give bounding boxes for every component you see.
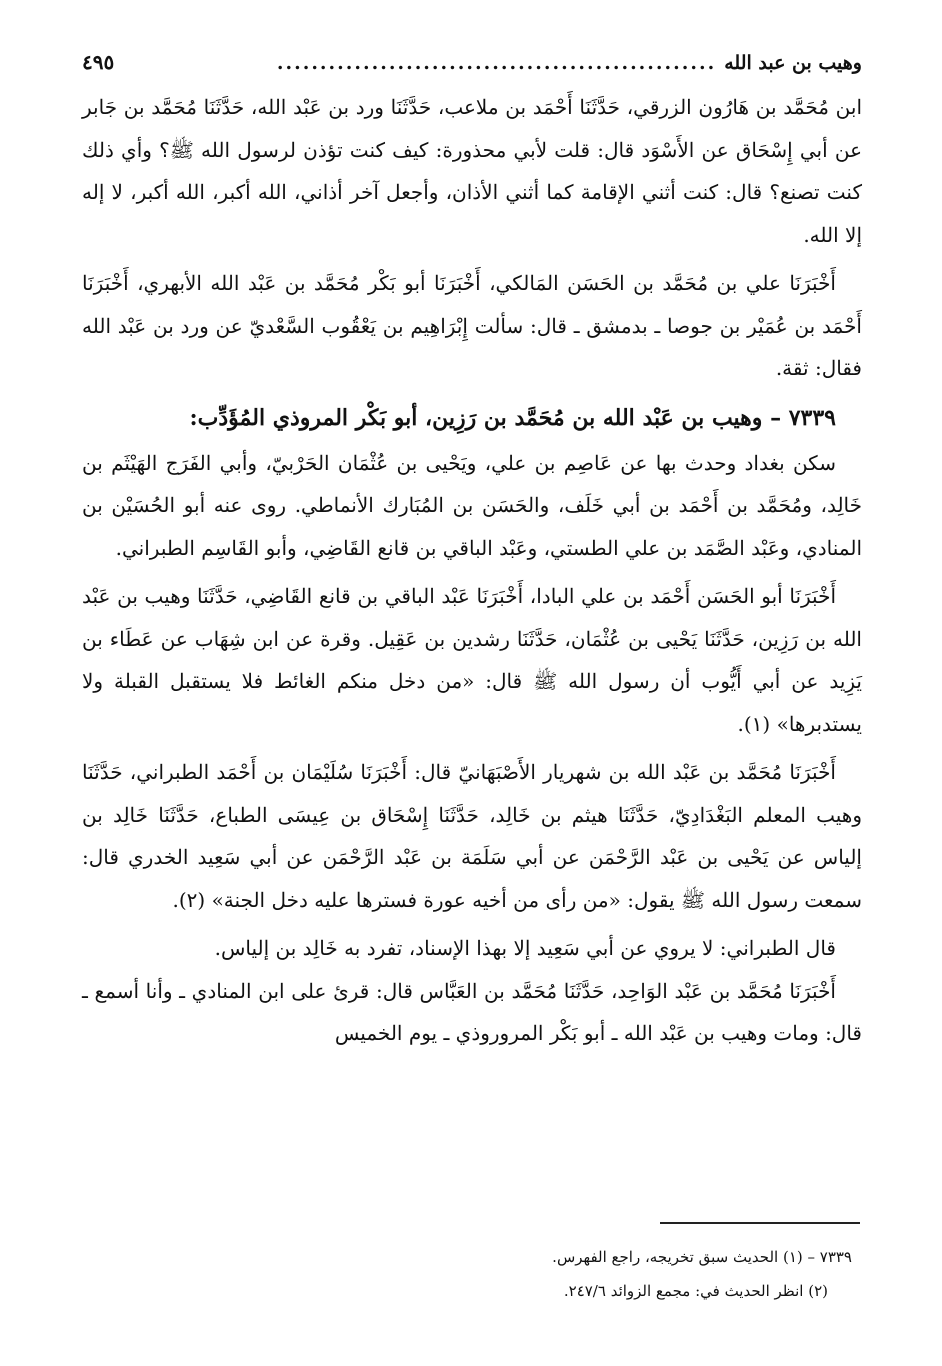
- book-page: [82, 38, 862, 1055]
- footnote-ref-1: (١).: [737, 711, 771, 736]
- paragraph-5-text: أَخْبَرَنَا مُحَمَّد بن عَبْد الله بن شهريار الأَصْبَهَانيّ قال: أَخْبَرَنَا سُلَيْمَان بن أَحْمَد الطبراني، حَدَّثَنَا وهيب المعلم البَغْدَادِيّ، حَدَّثَنَا هيثم بن خَالِد، حَدَّثَنَا إِسْحَاق بن عِيسَى الطباع، حَدَّثَنَا خَالِد بن إلياس عن يَحْيى بن عَبْد الرَّحْمَن عن أبي سَلَمَة بن عَبْد الرَّحْمَن عن أبي سَعِيد الخدري قال: سمعت رسول الله ﷺ يقول: «من رأى من أخيه عورة فسترها عليه دخل الجنة»: [82, 760, 862, 912]
- running-header-title: وهيب بن عبد الله: [724, 52, 862, 74]
- paragraph-1: ابن مُحَمَّد بن هَارُون الزرقي، حَدَّثَنَا أَحْمَد بن ملاعب، حَدَّثَنَا ورد بن عَبْد الله، حَدَّثَنَا مُحَمَّد بن جَابر عن أبي إِسْحَاق عن الأَسْوَد قال: قلت لأبي محذورة: كيف كنت تؤذن لرسول الله ﷺ؟ وأي ذلك كنت تصنع؟ قال: كنت أثني الإقامة كما أثني الأذان، وأجعل آخر أذاني، الله أكبر، الله أكبر، لا إله إلا الله.: [82, 95, 862, 247]
- footnote-separator: [660, 1222, 860, 1224]
- footnote-2: (٢) انظر الحديث في: مجمع الزوائد ٢٤٧/٦.: [563, 1282, 828, 1300]
- header-dot-leader: ...................................................: [276, 52, 717, 74]
- paragraph-2: أَخْبَرَنَا علي بن مُحَمَّد بن الحَسَن المَالكي، أَخْبَرَنَا أبو بَكْر مُحَمَّد بن عَبْد الله الأبهري، أَخْبَرَنَا أَحْمَد بن عُمَيْر بن جوصا ـ بدمشق ـ قال: سألت إِبْرَاهِيم بن يَعْقُوب السَّعْديّ عن ورد بن عَبْد الله فقال: ثقة.: [82, 271, 862, 380]
- paragraph-6: قال الطبراني: لا يروي عن أبي سَعِيد إلا بهذا الإسناد، تفرد به خَالِد بن إلياس.: [214, 936, 836, 960]
- footnote-1: ٧٣٣٩ – (١) الحديث سبق تخريجه، راجع الفهرس.: [552, 1248, 852, 1266]
- footnote-ref-2: (٢).: [172, 887, 206, 912]
- paragraph-5: [82, 751, 862, 921]
- paragraph-4-text: أَخْبَرَنَا أبو الحَسَن أَحْمَد بن علي البادا، أَخْبَرَنَا عَبْد الباقي بن قانع القَاضِي، حَدَّثَنَا وهيب بن عَبْد الله بن رَزِين، حَدَّثَنَا يَحْيى بن عُثْمَان، حَدَّثَنَا رشدين بن عَقِيل. وقرة عن ابن شِهَاب عن عَطَاء بن يَزِيد عن أبي أَيُّوب أن رسول الله ﷺ قال: «من دخل منكم الغائط فلا يستقبل القبلة ولا يستدبرها»: [82, 584, 862, 736]
- running-header: [82, 38, 862, 86]
- paragraph-4: [82, 575, 862, 745]
- page-body: [82, 86, 862, 1055]
- paragraph-7: أَخْبَرَنَا مُحَمَّد بن عَبْد الوَاحِد، حَدَّثَنَا مُحَمَّد بن العَبَّاس قال: قرئ على ابن المنادي ـ وأنا أسمع ـ قال: ومات وهيب بن عَبْد الله ـ أبو بَكْر المروروذي ـ يوم الخميس: [82, 978, 862, 1045]
- entry-heading: ٧٣٣٩ – وهيب بن عَبْد الله بن مُحَمَّد بن رَزِين، أبو بَكْر المروذي المُؤَدِّب:: [189, 404, 836, 431]
- page-number: ٤٩٥: [82, 50, 115, 74]
- footnotes: [82, 1240, 852, 1308]
- paragraph-3: سكن بغداد وحدث بها عن عَاصِم بن علي، ويَحْيى بن عُثْمَان الحَرْبيّ، وأبي الفَرَج الهَيْثَم بن خَالِد، ومُحَمَّد بن أَحْمَد بن أبي خَلَف، والحَسَن بن المُبَارك الأنماطي. روى عنه أبو الحُسَيْن بن المنادي، وعَبْد الصَّمَد بن علي الطستي، وعَبْد الباقي بن قانع القَاضِي، وأبو القَاسِم الطبراني.: [82, 450, 862, 560]
